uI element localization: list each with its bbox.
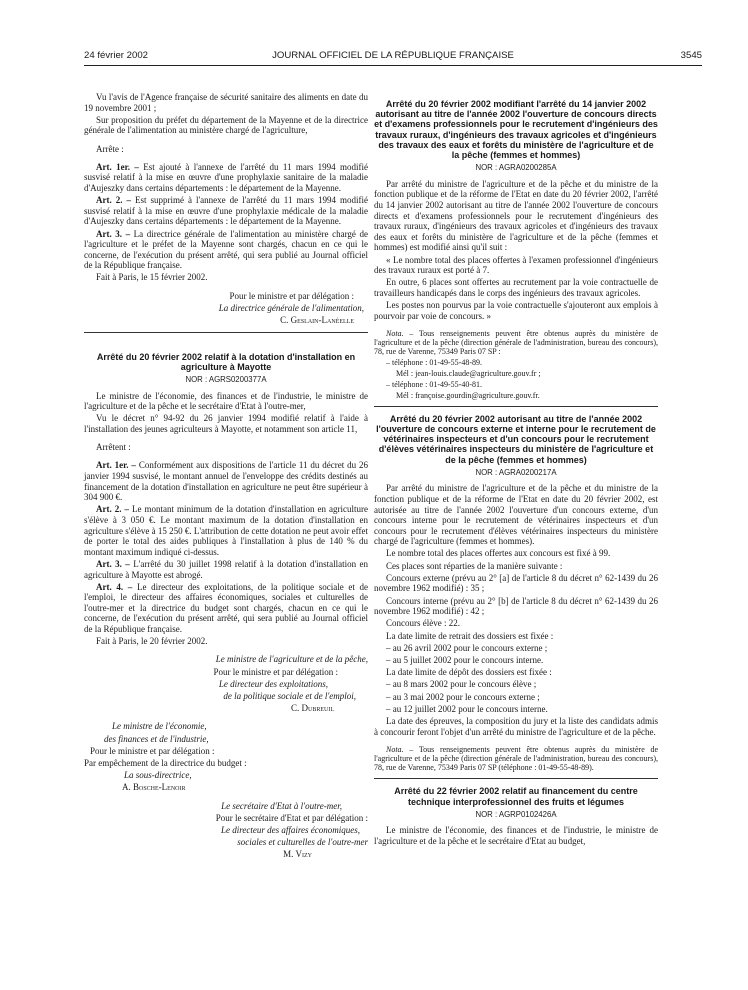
contact-line: Mél : françoise.gourdin@agriculture.gouv.fr. bbox=[396, 390, 540, 400]
paragraph: Le ministre de l'économie, des finances et de l'industrie, le ministre de l'agriculture et de la pêche et le secrétaire d'Etat à l'outre-mer, bbox=[84, 390, 368, 412]
section-divider bbox=[84, 332, 368, 333]
signature-line: Le directeur des affaires économiques, bbox=[220, 824, 360, 835]
contact-line: Mél : jean-louis.claude@agriculture.gouv.fr ; bbox=[396, 368, 541, 378]
article-label: Art. 1er. – bbox=[96, 460, 136, 471]
arretent-label: Arrêtent : bbox=[96, 442, 131, 453]
paragraph: « Le nombre total des places offertes à l'examen professionnel d'ingénieurs des travaux ruraux est porté à 7. bbox=[374, 254, 658, 276]
article-text: Est ajouté à l'annexe de l'arrêté du 11 mars 1994 modifié susvisé relatif à la mise en œuvre d'une prophylaxie sanitaire de la maladie d'Aujeszky dans certains départements : le département de la Mayenne. bbox=[84, 161, 369, 193]
nota-text: Tous renseignements peuvent être obtenus auprès du ministère de l'agriculture et de la pêche (direction générale de l'administration, bureau des concours), 78, rue de Varenne, 75349 Paris 07 SP : bbox=[374, 328, 659, 357]
signature-line: La sous-directrice, bbox=[124, 770, 192, 781]
decree-title: Arrêté du 20 février 2002 modifiant l'arrêté du 14 janvier 2002 autorisant au titre de l'année 2002 l'ouverture de concours directs et d'examens professionnels pour le recrutement d'ingénieurs des travaux ruraux, d'ingénieurs des travaux agricoles et d'ingénieurs des travaux des eaux et forêts du ministère de l'agriculture et de la pêche (femmes et hommes) bbox=[374, 99, 658, 161]
nor-reference: NOR : AGRA0200285A bbox=[475, 163, 557, 173]
section-divider bbox=[374, 406, 658, 407]
signature-line: Pour le ministre et par délégation : bbox=[229, 290, 354, 301]
nota bbox=[374, 329, 658, 357]
paragraph: Le ministre de l'économie, des finances et de l'industrie, le ministre de l'agriculture et de la pêche et le secrétaire d'Etat au budget, bbox=[374, 825, 658, 846]
nor-reference: NOR : AGRA0200217A bbox=[475, 467, 557, 477]
decree-title: Arrêté du 20 février 2002 autorisant au titre de l'année 2002 l'ouverture de concours externe et interne pour le recrutement de vétérinaires inspecteurs et d'un concours pour le recrutement d'élèves vétérinaires inspecteurs du ministère de l'agriculture et de la pêche (femmes et hommes) bbox=[376, 413, 656, 465]
article-1 bbox=[84, 460, 368, 502]
article-4 bbox=[84, 582, 368, 635]
paragraph: Par arrêté du ministre de l'agriculture et de la pêche et du ministre de la fonction publique et de la réforme de l'Etat en date du 20 février 2002, est autorisée au titre de l'année 2002 l'ouverture d'un concours externe, d'un concours interne pour le recrutement de vétérinaires inspecteurs et d'un concours pour le recrutement d'élèves vétérinaires inspecteurs du ministère chargé de l'agriculture (femmes et hommes). bbox=[374, 483, 658, 547]
paragraph: Le nombre total des places offertes aux concours est fixé à 99. bbox=[386, 548, 611, 559]
nor-reference: NOR : AGRS0200377A bbox=[185, 375, 267, 385]
nor-reference: NOR : AGRP0102426A bbox=[475, 809, 557, 819]
arrete-label: Arrête : bbox=[96, 143, 124, 154]
paragraph: Sur proposition du préfet du département de la Mayenne et de la directrice générale de l'alimentation au ministère chargé de l'agriculture, bbox=[84, 114, 368, 136]
fait-line: Fait à Paris, le 20 février 2002. bbox=[96, 636, 208, 647]
signatory-name: A. Bosche-Lenoir bbox=[122, 782, 186, 793]
article-text: Est supprimé à l'annexe de l'arrêté du 11 mars 1994 modifié susvisé relatif à la mise en œuvre d'une prophylaxie médicale de la maladie d'Aujeszky dans certains départements : le département de la Mayenne. bbox=[84, 195, 368, 227]
paragraph: Concours interne (prévu au 2° [b] de l'article 8 du décret n° 62-1439 du 26 novembre 1962 modifié) : 42 ; bbox=[374, 595, 658, 617]
article-label: Art. 2. – bbox=[96, 504, 129, 515]
paragraph: Par arrêté du ministre de l'agriculture et de la pêche et du ministre de la fonction publique et de la réforme de l'Etat en date du 20 février 2002, l'arrêté du 14 janvier 2002 autorisant au titre de l'année 2002 l'ouverture de concours directs et d'examens professionnels pour le recrutement d'ingénieurs des travaux ruraux, d'ingénieurs des travaux agricoles et d'ingénieurs des travaux des eaux et forêts du ministère de l'agriculture et de la pêche (femmes et hommes) est modifié ainsi qu'il suit : bbox=[374, 178, 658, 253]
paragraph: En outre, 6 places sont offertes au recrutement par la voie contractuelle de travailleurs handicapés dans le corps des ingénieurs des travaux agricoles. bbox=[374, 277, 658, 298]
signature-line: Pour le ministre et par délégation : bbox=[213, 666, 338, 677]
article-2 bbox=[84, 504, 368, 557]
paragraph: Concours externe (prévu au 2° [a] de l'article 8 du décret n° 62-1439 du 26 novembre 1962 modifié) : 35 ; bbox=[374, 572, 658, 594]
signature-line: Le ministre de l'économie, bbox=[112, 721, 207, 732]
signature-line: de la politique sociale et de l'emploi, bbox=[223, 691, 356, 701]
contact-line: – téléphone : 01-49-55-40-81. bbox=[386, 379, 482, 389]
article-text: L'arrêté du 30 juillet 1998 relatif à la dotation d'installation en agriculture à Mayotte est abrogé. bbox=[84, 558, 368, 580]
signatory-name: C. Geslain-Lanéelle bbox=[280, 315, 354, 326]
signatory-name: C. Dubreuil bbox=[290, 703, 334, 714]
nota-text: Tous renseignements peuvent être obtenus auprès du ministère de l'agriculture et de la pêche (direction générale de l'administration, bureau des concours), 78, rue de Varenne, 75349 Paris 07 SP (téléphone : 01-49-55-48-89). bbox=[374, 744, 659, 773]
article-text: Le directeur des exploitations, de la politique sociale et de l'emploi, le directeur des affaires économiques, sociales et culturelles de l'outre-mer et la directrice du budget sont chargés, chacun en ce qui le concerne, de l'exécution du présent arrêté, qui sera publié au Journal officiel de la République française. bbox=[84, 581, 368, 635]
paragraph: Concours élève : 22. bbox=[386, 618, 460, 629]
header-rule bbox=[84, 65, 702, 66]
article-3 bbox=[84, 559, 368, 580]
nota bbox=[374, 745, 658, 773]
article-3 bbox=[84, 229, 368, 271]
article-label: Art. 3. – bbox=[96, 558, 130, 569]
signature-line: des finances et de l'industrie, bbox=[104, 733, 209, 744]
page-header bbox=[84, 50, 702, 66]
article-2 bbox=[84, 195, 368, 227]
article-label: Art. 1er. – bbox=[96, 161, 139, 172]
paragraph: La date limite de retrait des dossiers est fixée : bbox=[386, 630, 554, 641]
section-divider bbox=[374, 778, 658, 779]
paragraph: Ces places sont réparties de la manière suivante : bbox=[386, 560, 563, 571]
contact-line: – téléphone : 01-49-55-48-89. bbox=[386, 358, 482, 368]
signature-line: sociales et culturelles de l'outre-mer bbox=[237, 837, 368, 848]
paragraph: Les postes non pourvus par la voie contractuelle s'ajouteront aux emplois à pourvoir par voie de concours. » bbox=[374, 300, 658, 321]
article-label: Art. 2. – bbox=[96, 195, 132, 206]
left-column bbox=[84, 92, 368, 861]
decree-title: Arrêté du 20 février 2002 relatif à la dotation d'installation en agriculture à Mayotte bbox=[96, 351, 356, 372]
article-1 bbox=[84, 162, 368, 194]
signature-line: Par empêchement de la directrice du budget : bbox=[84, 757, 247, 768]
decree-title: Arrêté du 22 février 2002 relatif au financement du centre technique interprofessionnel des fruits et légumes bbox=[394, 786, 638, 807]
article-text: Le montant minimum de la dotation d'installation en agriculture s'élève à 3 050 €. Le montant maximum de la dotation d'installation en agriculture s'élève à 15 250 €. L'attribution de cette dotation ne peut avoir effet de porter le total des aides publiques à l'installation à plus de 140 % du montant maximum indiqué ci-dessus. bbox=[84, 504, 368, 557]
signature-line: Le directeur des exploitations, bbox=[218, 678, 328, 689]
signature-line: La directrice générale de l'alimentation, bbox=[218, 302, 364, 313]
signature-line: Pour le secrétaire d'Etat et par délégation : bbox=[215, 812, 368, 823]
journal-title: JOURNAL OFFICIEL DE LA RÉPUBLIQUE FRANÇAISE bbox=[272, 50, 514, 61]
article-label: Art. 4. – bbox=[96, 581, 133, 592]
article-label: Art. 3. – bbox=[96, 228, 131, 239]
header-date: 24 février 2002 bbox=[84, 50, 148, 61]
list-item: – au 12 juillet 2002 pour le concours interne. bbox=[386, 703, 548, 714]
signature-line: Le secrétaire d'Etat à l'outre-mer, bbox=[221, 800, 342, 811]
paragraph: Vu le décret n° 94-92 du 26 janvier 1994 modifié relatif à l'aide à l'installation des jeunes agriculteurs à Mayotte, et notamment son article 11, bbox=[84, 413, 368, 434]
list-item: – au 5 juillet 2002 pour le concours interne. bbox=[386, 654, 544, 665]
page-number: 3545 bbox=[680, 50, 702, 61]
nota-label: Nota. – bbox=[386, 328, 414, 338]
article-text: Conformément aux dispositions de l'article 11 du décret du 26 janvier 1994 susvisé, le montant annuel de l'enveloppe des crédits destinés au financement de la dotation d'installation en agriculture ne peut être supérieur à 304 900 €. bbox=[84, 460, 368, 503]
list-item: – au 3 mai 2002 pour le concours externe ; bbox=[386, 691, 540, 702]
nota-label: Nota. – bbox=[386, 744, 414, 754]
signature-line: Pour le ministre et par délégation : bbox=[90, 745, 215, 756]
right-column bbox=[374, 99, 658, 848]
signature-line: Le ministre de l'agriculture et de la pêche, bbox=[215, 654, 368, 665]
signatory-name: M. Vizy bbox=[283, 849, 312, 860]
list-item: – au 8 mars 2002 pour le concours élève ; bbox=[386, 679, 537, 690]
paragraph: La date des épreuves, la composition du jury et la liste des candidats admis à concourir feront l'objet d'un arrêté du ministre de l'agriculture et de la pêche. bbox=[374, 715, 658, 737]
fait-line: Fait à Paris, le 15 février 2002. bbox=[96, 272, 208, 283]
list-item: – au 26 avril 2002 pour le concours externe ; bbox=[386, 642, 548, 653]
article-text: La directrice générale de l'alimentation au ministère chargé de l'agriculture et le préfet de la Mayenne sont chargés, chacun en ce qui le concerne, de l'exécution du présent arrêté, qui sera publié au Journal officiel de la République française. bbox=[84, 228, 368, 271]
paragraph: Vu l'avis de l'Agence française de sécurité sanitaire des aliments en date du 19 novembre 2001 ; bbox=[84, 92, 368, 113]
paragraph: La date limite de dépôt des dossiers est fixée : bbox=[386, 667, 552, 678]
